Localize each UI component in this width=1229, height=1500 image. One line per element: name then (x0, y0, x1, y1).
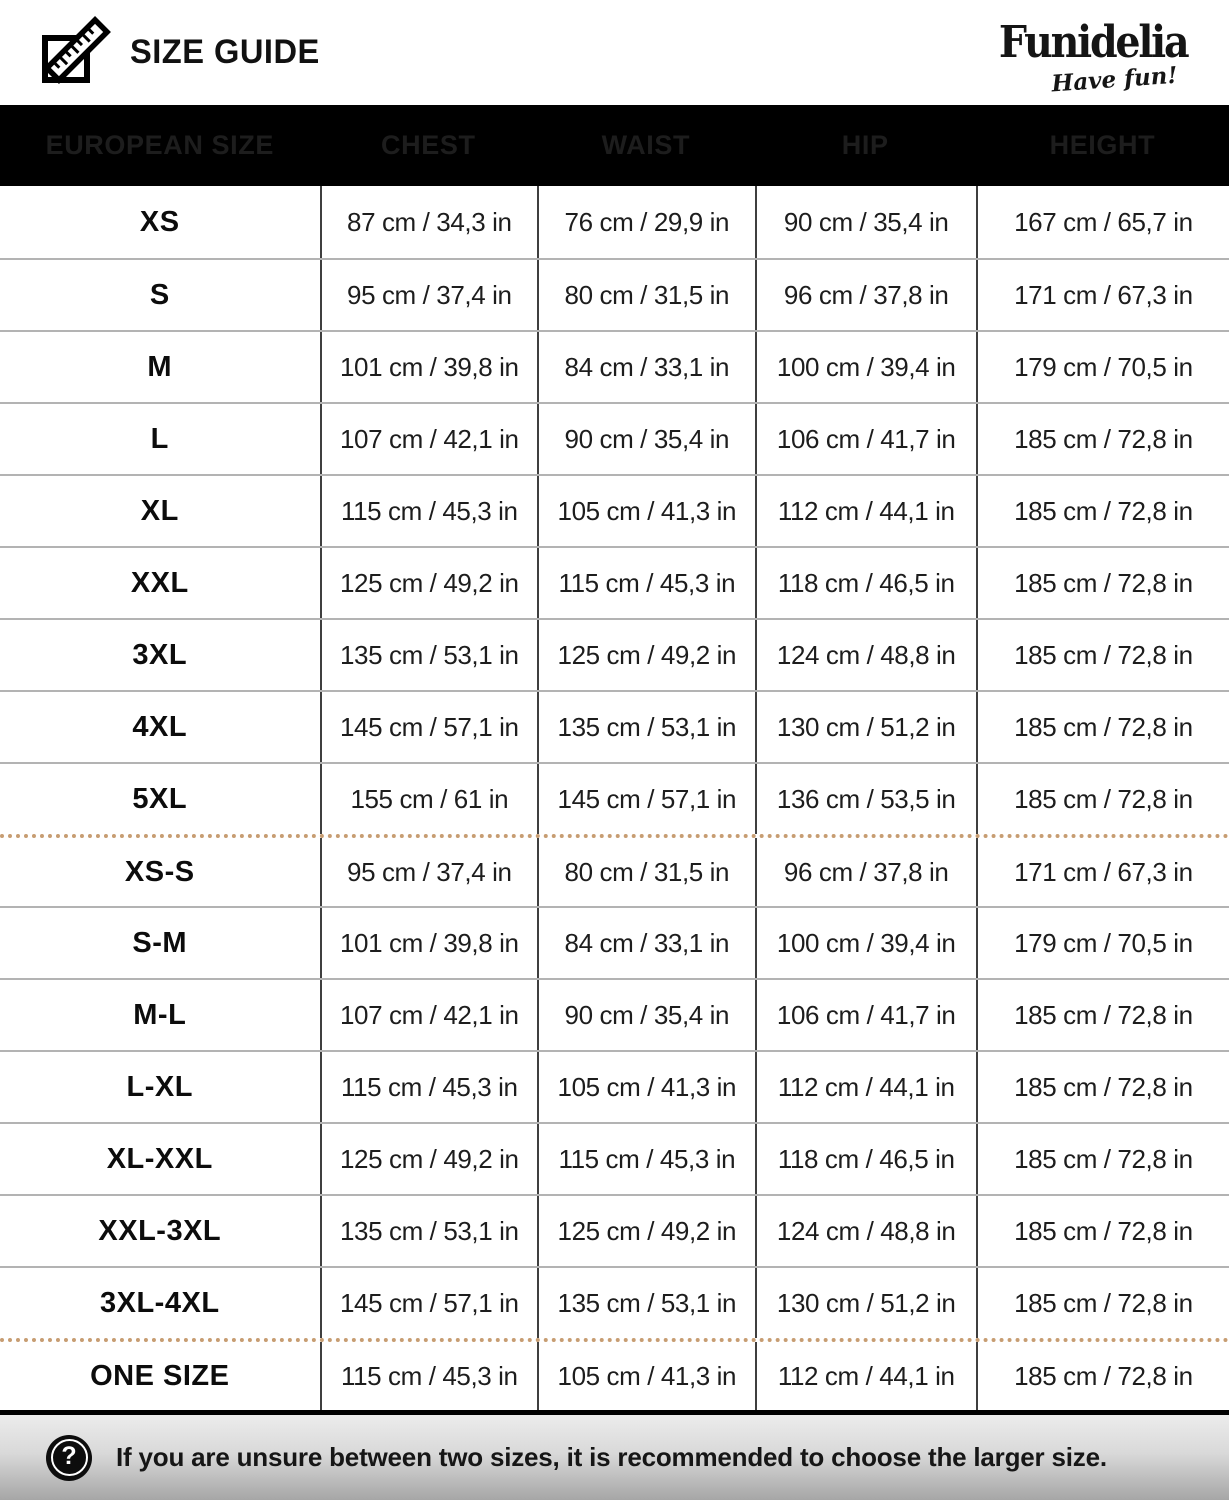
table-row (0, 1122, 1229, 1194)
height-cell: 185 cm / 72,8 in (976, 404, 1229, 474)
hip-cell: 96 cm / 37,8 in (755, 838, 976, 906)
hip-cell: 124 cm / 48,8 in (755, 620, 976, 690)
question-mark-glyph: ? (61, 1442, 77, 1470)
waist-cell: 80 cm / 31,5 in (537, 838, 755, 906)
hip-cell: 106 cm / 41,7 in (755, 404, 976, 474)
waist-cell: 90 cm / 35,4 in (537, 404, 755, 474)
brand-logo-tagline: Have fun! (1050, 61, 1178, 98)
hip-cell: 100 cm / 39,4 in (755, 908, 976, 978)
chest-cell: 107 cm / 42,1 in (320, 404, 538, 474)
chest-cell: 95 cm / 37,4 in (320, 838, 538, 906)
table-body (0, 186, 1229, 1410)
chest-cell: 145 cm / 57,1 in (320, 1268, 538, 1338)
table-row (0, 330, 1229, 402)
hip-cell: 96 cm / 37,8 in (755, 260, 976, 330)
size-cell: ONE SIZE (90, 1359, 230, 1392)
size-cell: 4XL (132, 710, 188, 743)
height-cell: 185 cm / 72,8 in (976, 692, 1229, 762)
height-cell: 185 cm / 72,8 in (976, 1268, 1229, 1338)
question-mark-ring (51, 1439, 88, 1476)
chest-cell: 135 cm / 53,1 in (320, 1196, 538, 1266)
waist-cell: 145 cm / 57,1 in (537, 764, 755, 834)
chest-cell: 95 cm / 37,4 in (320, 260, 538, 330)
size-cell: 3XL-4XL (100, 1286, 220, 1319)
hip-cell: 136 cm / 53,5 in (755, 764, 976, 834)
height-cell: 185 cm / 72,8 in (976, 1196, 1229, 1266)
hip-cell: 112 cm / 44,1 in (755, 476, 976, 546)
size-cell: M (147, 350, 173, 383)
chest-cell: 87 cm / 34,3 in (320, 186, 538, 258)
chest-cell: 135 cm / 53,1 in (320, 620, 538, 690)
height-cell: 179 cm / 70,5 in (976, 908, 1229, 978)
height-cell: 171 cm / 67,3 in (976, 260, 1229, 330)
size-cell: XXL (130, 566, 189, 599)
hip-cell: 112 cm / 44,1 in (755, 1052, 976, 1122)
column-header-height: HEIGHT (1049, 130, 1156, 160)
table-row (0, 978, 1229, 1050)
hip-cell: 130 cm / 51,2 in (755, 1268, 976, 1338)
height-cell: 179 cm / 70,5 in (976, 332, 1229, 402)
hip-cell: 118 cm / 46,5 in (755, 548, 976, 618)
hip-cell: 124 cm / 48,8 in (755, 1196, 976, 1266)
waist-cell: 115 cm / 45,3 in (537, 548, 755, 618)
size-cell: L (150, 422, 169, 455)
column-header-hip: HIP (841, 130, 889, 160)
table-row (0, 906, 1229, 978)
size-cell: XS-S (124, 855, 195, 888)
size-cell: XXL-3XL (98, 1214, 222, 1247)
size-cell: 3XL (132, 638, 188, 671)
chest-cell: 101 cm / 39,8 in (320, 332, 538, 402)
chest-cell: 101 cm / 39,8 in (320, 908, 538, 978)
chest-cell: 115 cm / 45,3 in (320, 476, 538, 546)
title-group (40, 21, 328, 85)
table-row (0, 690, 1229, 762)
hip-cell: 90 cm / 35,4 in (755, 186, 976, 258)
waist-cell: 135 cm / 53,1 in (537, 1268, 755, 1338)
brand-logo (978, 17, 1187, 98)
height-cell: 185 cm / 72,8 in (976, 548, 1229, 618)
waist-cell: 84 cm / 33,1 in (537, 908, 755, 978)
table-row (0, 186, 1229, 258)
brand-logo-name: Funidelia (998, 17, 1187, 68)
size-table (0, 105, 1229, 1415)
waist-cell: 90 cm / 35,4 in (537, 980, 755, 1050)
table-row (0, 474, 1229, 546)
height-cell: 185 cm / 72,8 in (976, 620, 1229, 690)
hip-cell: 130 cm / 51,2 in (755, 692, 976, 762)
hip-cell: 100 cm / 39,4 in (755, 332, 976, 402)
size-cell: XL (140, 494, 179, 527)
size-cell: S (149, 278, 170, 311)
waist-cell: 125 cm / 49,2 in (537, 1196, 755, 1266)
table-header-row (0, 105, 1229, 186)
column-header-chest: CHEST (381, 130, 476, 160)
waist-cell: 84 cm / 33,1 in (537, 332, 755, 402)
height-cell: 185 cm / 72,8 in (976, 764, 1229, 834)
hip-cell: 112 cm / 44,1 in (755, 1342, 976, 1410)
waist-cell: 135 cm / 53,1 in (537, 692, 755, 762)
height-cell: 185 cm / 72,8 in (976, 1124, 1229, 1194)
waist-cell: 115 cm / 45,3 in (537, 1124, 755, 1194)
chest-cell: 125 cm / 49,2 in (320, 548, 538, 618)
footer-note-bar (0, 1415, 1229, 1500)
ruler-square-icon (40, 15, 114, 85)
size-cell: 5XL (132, 782, 188, 815)
table-row (0, 1194, 1229, 1266)
chest-cell: 115 cm / 45,3 in (320, 1052, 538, 1122)
page-header (0, 0, 1229, 105)
page-title: SIZE GUIDE (130, 33, 320, 71)
question-mark-icon (46, 1435, 92, 1481)
table-row (0, 834, 1229, 906)
table-row (0, 546, 1229, 618)
size-cell: S-M (132, 926, 188, 959)
table-row (0, 1266, 1229, 1338)
chest-cell: 145 cm / 57,1 in (320, 692, 538, 762)
waist-cell: 76 cm / 29,9 in (537, 186, 755, 258)
table-row (0, 402, 1229, 474)
hip-cell: 106 cm / 41,7 in (755, 980, 976, 1050)
hip-cell: 118 cm / 46,5 in (755, 1124, 976, 1194)
height-cell: 185 cm / 72,8 in (976, 980, 1229, 1050)
size-cell: XS (139, 205, 180, 238)
column-header-european-size: EUROPEAN SIZE (45, 130, 274, 160)
column-header-waist: WAIST (601, 130, 691, 160)
chest-cell: 107 cm / 42,1 in (320, 980, 538, 1050)
size-cell: L-XL (126, 1070, 193, 1103)
waist-cell: 80 cm / 31,5 in (537, 260, 755, 330)
size-cell: XL-XXL (106, 1142, 213, 1175)
footer-note-text: If you are unsure between two sizes, it is recommended to choose the larger size. (116, 1442, 1107, 1472)
height-cell: 167 cm / 65,7 in (976, 186, 1229, 258)
waist-cell: 105 cm / 41,3 in (537, 1052, 755, 1122)
table-row (0, 1338, 1229, 1410)
waist-cell: 105 cm / 41,3 in (537, 476, 755, 546)
table-row (0, 762, 1229, 834)
waist-cell: 105 cm / 41,3 in (537, 1342, 755, 1410)
table-row (0, 258, 1229, 330)
chest-cell: 115 cm / 45,3 in (320, 1342, 538, 1410)
height-cell: 185 cm / 72,8 in (976, 476, 1229, 546)
chest-cell: 125 cm / 49,2 in (320, 1124, 538, 1194)
height-cell: 185 cm / 72,8 in (976, 1052, 1229, 1122)
waist-cell: 125 cm / 49,2 in (537, 620, 755, 690)
chest-cell: 155 cm / 61 in (320, 764, 538, 834)
table-row (0, 618, 1229, 690)
height-cell: 185 cm / 72,8 in (976, 1342, 1229, 1410)
size-cell: M-L (133, 998, 187, 1031)
height-cell: 171 cm / 67,3 in (976, 838, 1229, 906)
table-row (0, 1050, 1229, 1122)
